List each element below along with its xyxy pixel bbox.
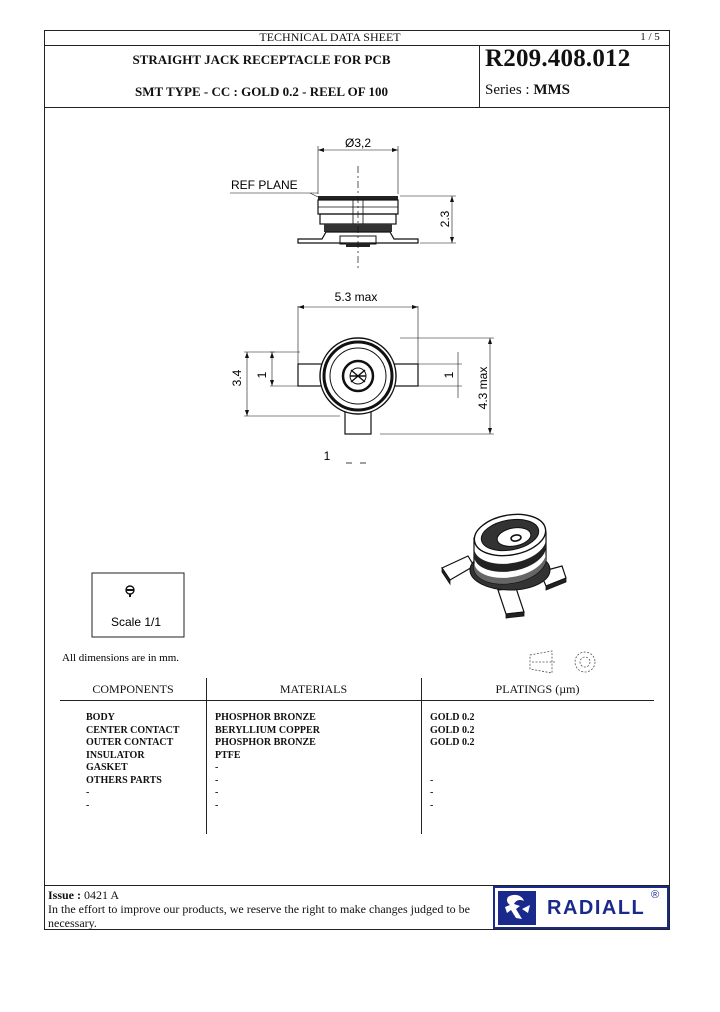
isometric-view (442, 509, 566, 618)
left-inner-label: 1 (255, 371, 269, 379)
issue-label: Issue : (48, 888, 82, 902)
table-row (430, 750, 630, 763)
bottom-dim-label: 1 (323, 449, 331, 463)
table-header-rule (60, 700, 654, 701)
width-label: 5.3 max (334, 290, 378, 304)
right-dim-label: 4.3 max (476, 366, 490, 410)
table-row: OTHERS PARTS (86, 774, 162, 786)
table-row: PTFE (215, 749, 241, 761)
table-row: INSULATOR (86, 749, 145, 761)
radiall-wordmark: RADIALL (547, 897, 646, 919)
series-value: MMS (533, 82, 570, 98)
left-dim-label: 3.4 (230, 369, 244, 387)
height-label: 2.3 (438, 210, 452, 228)
table-row: - (215, 799, 219, 811)
table-row: - (215, 774, 219, 786)
table-row: BERYLLIUM COPPER (215, 724, 320, 736)
table-row: PHOSPHOR BRONZE (215, 737, 316, 748)
right-inner-label: 1 (442, 371, 456, 379)
components-column (86, 712, 204, 812)
change-notice: In the effort to improve our products, we reserve the right to make changes judged to be necessary. (48, 902, 470, 930)
projection-symbol-icon (530, 651, 595, 673)
table-row: - (430, 774, 434, 786)
product-title: STRAIGHT JACK RECEPTACLE FOR PCB (132, 52, 391, 67)
header-platings: PLATINGS (µm) (495, 682, 580, 696)
issue-line (48, 888, 119, 903)
table-row: - (86, 787, 90, 798)
table-row: GASKET (86, 762, 128, 773)
table-row: CENTER CONTACT (86, 724, 180, 736)
table-row: GOLD 0.2 (430, 737, 475, 748)
table-row: BODY (86, 712, 115, 723)
header-vertical-divider (479, 45, 480, 107)
part-number: R209.408.012 (485, 45, 631, 72)
scale-label: Scale 1/1 (110, 615, 162, 629)
platings-column (430, 712, 630, 812)
sheet-title: TECHNICAL DATA SHEET (259, 30, 401, 44)
table-col-divider-1 (206, 678, 207, 834)
radiall-emblem-icon (498, 891, 536, 925)
top-view (244, 305, 494, 463)
header-materials: MATERIALS (279, 682, 348, 696)
technical-drawing (44, 108, 670, 688)
table-col-divider-2 (421, 678, 422, 834)
materials-column (215, 712, 415, 812)
series-line (485, 82, 570, 99)
product-subtitle: SMT TYPE - CC : GOLD 0.2 - REEL OF 100 (135, 84, 388, 99)
table-row (430, 762, 630, 775)
table-row: - (86, 799, 90, 811)
table-row: - (215, 762, 219, 773)
table-row: - (215, 787, 219, 798)
table-row: - (430, 787, 434, 798)
ref-plane-label: REF PLANE (231, 178, 298, 192)
header-components: COMPONENTS (92, 682, 174, 696)
issue-value: 0421 A (84, 888, 120, 902)
dimensions-note: All dimensions are in mm. (62, 652, 180, 664)
radiall-logo (493, 886, 669, 929)
table-row: - (430, 799, 434, 811)
table-row: PHOSPHOR BRONZE (215, 712, 316, 723)
table-row: GOLD 0.2 (430, 712, 475, 723)
table-row: OUTER CONTACT (86, 737, 174, 748)
table-row: GOLD 0.2 (430, 724, 475, 736)
diameter-label: Ø3,2 (344, 136, 372, 150)
page-number: 1 / 5 (640, 31, 660, 43)
registered-mark: ® (651, 889, 660, 901)
series-label: Series : (485, 82, 530, 98)
side-view (230, 146, 456, 270)
